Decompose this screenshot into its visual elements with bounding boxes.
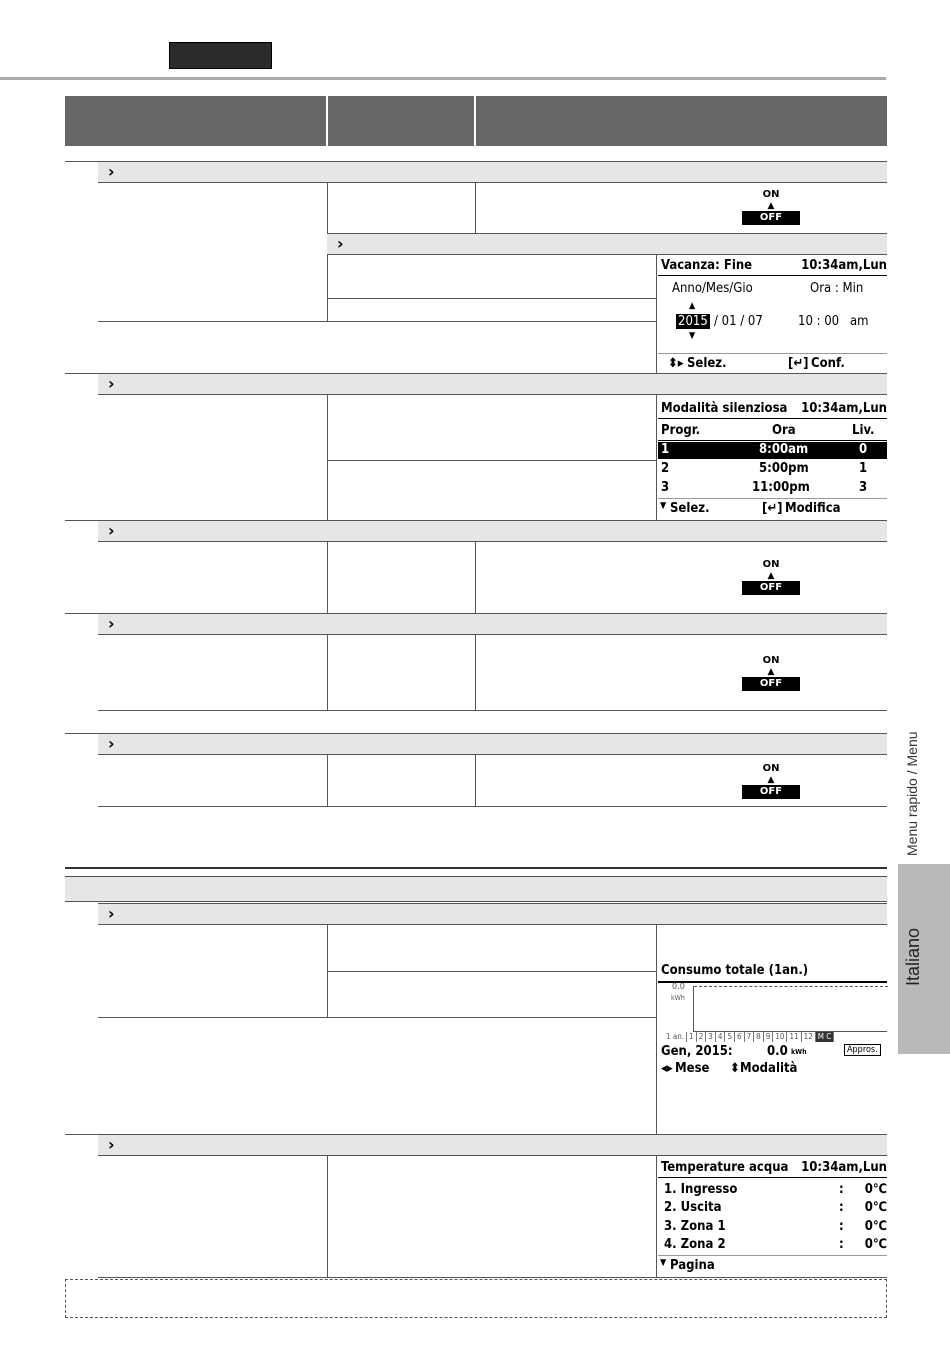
col-divider xyxy=(327,1156,328,1277)
col-divider xyxy=(327,395,328,520)
triangle-up-icon: ▲ xyxy=(767,775,775,785)
table-group-band xyxy=(65,876,887,902)
lcd-vacation-screen: Vacanza: Fine 10:34am,Lun Anno/Mes/Gio Ora : Min ▲ 2015 / 01 / 07 10 : 00 am ▼ ⬍▸ Selez. [↵] Conf. xyxy=(658,256,887,373)
onoff-indicator: ON ▲ OFF xyxy=(741,559,801,595)
triangle-down-icon: ▼ xyxy=(660,501,667,511)
row-rule xyxy=(327,971,657,972)
section-band-5 xyxy=(98,733,887,755)
enter-key-icon: [↵] xyxy=(788,356,809,371)
lcd-silent-mode-screen: Modalità silenziosa 10:34am,Lun Progr. Ora Liv. 1 8:00am 0 2 5:00pm 1 3 11:00pm 3 ▼ Selez. [↵] Modifica xyxy=(658,399,887,519)
note-box xyxy=(65,1279,887,1318)
chevron-right-icon: › xyxy=(108,374,115,393)
section-band-7 xyxy=(98,1134,887,1156)
month-tick: 5 xyxy=(725,1032,735,1042)
updown-arrows-icon: ⬍▸ xyxy=(668,356,684,371)
row-rule xyxy=(98,710,887,711)
month-tick: 3 xyxy=(706,1032,716,1042)
month-tick: 8 xyxy=(754,1032,764,1042)
chevron-right-icon: › xyxy=(108,904,115,923)
section-band-6 xyxy=(98,903,887,925)
triangle-down-icon: ▼ xyxy=(689,331,696,341)
month-tick: 6 xyxy=(735,1032,745,1042)
month-tick: 4 xyxy=(716,1032,726,1042)
chevron-right-icon: › xyxy=(108,162,115,181)
section-rule xyxy=(65,1134,98,1135)
month-tick: 1 xyxy=(687,1032,697,1042)
month-tick: M C xyxy=(816,1032,835,1042)
col-divider xyxy=(475,755,476,806)
col-divider xyxy=(656,925,657,1134)
lcd-water-temp-screen: Temperature acqua 10:34am,Lun 1. Ingresso : 0℃ 2. Uscita : 0℃ 3. Zona 1 : 0℃ 4. Zona 2 : 0℃ ▼ Pagina xyxy=(658,1158,887,1276)
col-divider xyxy=(327,542,328,613)
chevron-right-icon: › xyxy=(108,521,115,540)
table-divider-rule xyxy=(65,867,887,869)
table-row: 1 8:00am 0 xyxy=(658,442,887,459)
table-header-col1 xyxy=(65,96,326,146)
chevron-right-icon: › xyxy=(108,734,115,753)
row-rule xyxy=(98,806,887,807)
section-band-4 xyxy=(98,613,887,635)
section-band-2 xyxy=(98,373,887,395)
triangle-up-icon: ▲ xyxy=(689,301,696,311)
month-tick: 7 xyxy=(745,1032,755,1042)
month-tick: 11 xyxy=(787,1032,801,1042)
month-tick: 2 xyxy=(697,1032,707,1042)
chevron-right-icon: › xyxy=(108,1135,115,1154)
month-tick: 10 xyxy=(773,1032,787,1042)
triangle-down-icon: ▼ xyxy=(660,1258,667,1268)
section-rule xyxy=(65,161,98,162)
updown-arrows-icon: ⬍ xyxy=(730,1061,740,1076)
section-rule xyxy=(65,733,98,734)
row-rule xyxy=(327,298,657,299)
section-rule xyxy=(65,520,98,521)
col-divider xyxy=(327,755,328,806)
row-rule xyxy=(327,460,657,461)
month-tick: 1 an. xyxy=(664,1032,687,1042)
section-band-3 xyxy=(98,520,887,542)
side-language-label: Italiano xyxy=(903,927,923,986)
col-divider xyxy=(656,1156,657,1277)
row-rule xyxy=(98,1277,887,1278)
left-right-arrows-icon: ◂▸ xyxy=(661,1061,673,1076)
onoff-indicator: ON ▲ OFF xyxy=(741,189,801,225)
lcd-consumption-screen: Consumo totale (1an.) 0.0 kWh 1 an. 1 2 3 4 5 6 7 8 9 10 11 12 M C Gen, 2015: 0.0 kWh Appros. ◂▸ Mese ⬍ Modalità xyxy=(658,960,887,1080)
triangle-up-icon: ▲ xyxy=(767,667,775,677)
chevron-right-icon: › xyxy=(337,234,344,253)
col-divider xyxy=(475,183,476,233)
sub-band xyxy=(327,233,887,255)
section-rule xyxy=(65,613,98,614)
triangle-up-icon: ▲ xyxy=(767,201,775,211)
section-band-1 xyxy=(98,161,887,183)
table-header xyxy=(65,96,887,146)
col-divider xyxy=(656,395,657,520)
table-header-col3 xyxy=(476,96,887,146)
onoff-indicator: ON ▲ OFF xyxy=(741,763,801,799)
col-divider xyxy=(475,635,476,710)
approx-button: Appros. xyxy=(844,1044,881,1056)
table-header-col2 xyxy=(328,96,475,146)
row-rule xyxy=(98,321,657,322)
triangle-up-icon: ▲ xyxy=(767,571,775,581)
col-divider xyxy=(475,542,476,613)
onoff-indicator: ON ▲ OFF xyxy=(741,655,801,691)
col-divider xyxy=(656,255,657,373)
chart-baseline xyxy=(694,986,888,987)
row-rule xyxy=(98,1017,657,1018)
section-rule xyxy=(65,373,98,374)
month-tick: 9 xyxy=(764,1032,774,1042)
header-tab xyxy=(169,42,272,69)
header-rule xyxy=(0,77,886,80)
col-divider xyxy=(327,635,328,710)
chevron-right-icon: › xyxy=(108,614,115,633)
enter-key-icon: [↵] xyxy=(762,501,783,516)
year-field: 2015 xyxy=(678,314,708,329)
month-axis xyxy=(664,1032,885,1042)
chart-area xyxy=(693,986,887,1032)
month-tick: 12 xyxy=(802,1032,816,1042)
side-menu-label: Menu rapido / Menu xyxy=(904,731,920,856)
